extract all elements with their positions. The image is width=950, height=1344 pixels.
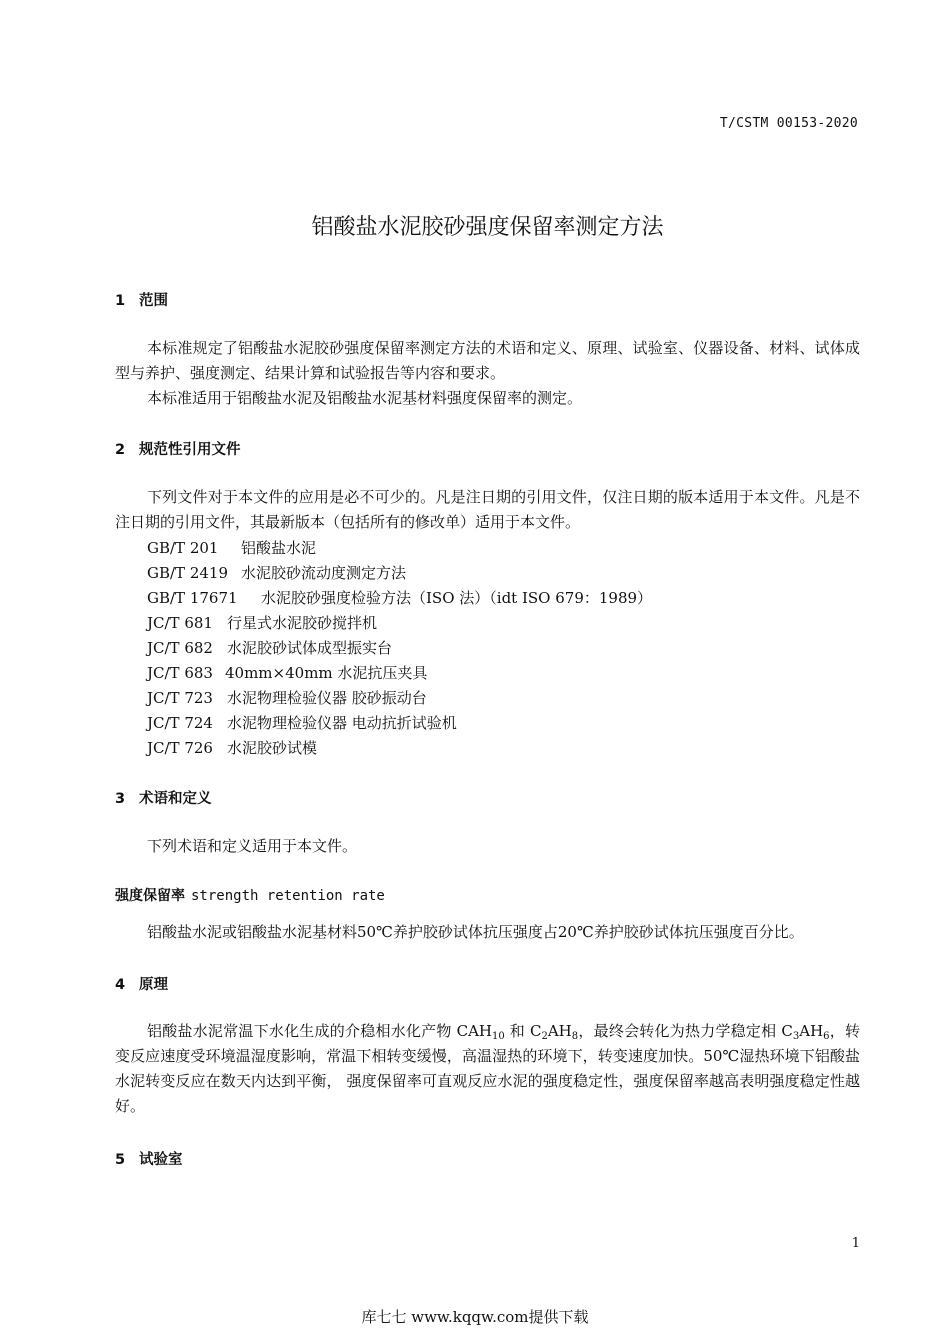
reference-code: GB/T 17671 [147, 589, 238, 607]
section-3-paragraph-1: 下列术语和定义适用于本文件。 [147, 837, 358, 855]
section-number: 1 [115, 293, 126, 309]
reference-code: JC/T 682 [147, 639, 213, 657]
section-4-heading [115, 973, 168, 994]
section-5-heading [115, 1148, 183, 1169]
reference-item [147, 661, 652, 686]
text-run: 和 C [504, 1022, 542, 1040]
reference-code: JC/T 681 [147, 614, 213, 632]
section-3-heading [115, 787, 212, 808]
reference-item [147, 711, 652, 736]
section-2-heading [115, 438, 241, 459]
section-number: 2 [115, 442, 126, 458]
reference-title: 水泥胶砂试模 [227, 739, 318, 757]
term-chinese: 强度保留率 [115, 888, 185, 904]
subscript: 10 [492, 1031, 505, 1042]
subscript: 8 [571, 1031, 579, 1042]
reference-title: 铝酸盐水泥 [241, 539, 317, 557]
reference-code: JC/T 724 [147, 714, 213, 732]
text-run: ，转变反应速度受环境温湿度影响，常温下相转变缓慢，高温湿热的环境下，转变速度加快。50℃湿热环境下铝酸盐水泥转变反应在数天内达到平衡， 强度保留率可直观反应水泥的强度稳定性，强度保留率越高表明强度稳定性越好。 [115, 1022, 860, 1115]
term-english: strength retention rate [191, 888, 385, 904]
reference-title: 水泥物理检验仪器 电动抗折试验机 [227, 714, 457, 732]
text-run: AH [547, 1022, 572, 1040]
subscript: 3 [792, 1031, 800, 1042]
section-number: 3 [115, 791, 126, 807]
section-title: 规范性引用文件 [139, 442, 241, 458]
reference-title: 水泥胶砂流动度测定方法 [241, 564, 407, 582]
section-title: 术语和定义 [139, 791, 212, 807]
reference-item [147, 586, 652, 611]
reference-code: JC/T 683 [147, 664, 213, 682]
reference-item [147, 636, 652, 661]
standard-code: T/CSTM 00153-2020 [719, 116, 858, 131]
section-title: 原理 [139, 977, 168, 993]
section-number: 4 [115, 977, 126, 993]
document-title: 铝酸盐水泥胶砂强度保留率测定方法 [311, 215, 664, 240]
reference-item [147, 536, 652, 561]
subscript: 6 [823, 1031, 830, 1042]
reference-title: 行星式水泥胶砂搅拌机 [227, 614, 378, 632]
normative-references-list [147, 536, 652, 761]
section-1-paragraph-2: 本标准适用于铝酸盐水泥及铝酸盐水泥基材料强度保留率的测定。 [147, 389, 583, 407]
reference-item [147, 561, 652, 586]
page-number: 1 [851, 1236, 860, 1251]
section-1-paragraph-1: 本标准规定了铝酸盐水泥胶砂强度保留率测定方法的术语和定义、原理、试验室、仪器设备、材料、试体成型与养护、强度测定、结果计算和试验报告等内容和要求。 [115, 339, 860, 382]
reference-title: 水泥物理检验仪器 胶砂振动台 [227, 689, 427, 707]
section-2-paragraph-1: 下列文件对于本文件的应用是必不可少的。凡是注日期的引用文件，仅注日期的版本适用于本文件。凡是不注日期的引用文件，其最新版本（包括所有的修改单）适用于本文件。 [115, 488, 860, 531]
section-1-heading [115, 289, 168, 310]
reference-code: GB/T 2419 [147, 564, 229, 582]
reference-item [147, 611, 652, 636]
text-run: 铝酸盐水泥常温下水化生成的介稳相水化产物 CAH [147, 1022, 493, 1040]
section-title: 试验室 [139, 1152, 183, 1168]
section-title: 范围 [139, 293, 168, 309]
reference-code: GB/T 201 [147, 539, 219, 557]
section-4-paragraph-1 [115, 1019, 860, 1119]
reference-title: 水泥胶砂试体成型振实台 [227, 639, 393, 657]
download-footer: 库七七 www.kqqw.com提供下载 [361, 1308, 589, 1326]
reference-code: JC/T 726 [147, 739, 213, 757]
text-run: AH [799, 1022, 824, 1040]
reference-title: 40mm×40mm 水泥抗压夹具 [225, 664, 428, 682]
section-number: 5 [115, 1152, 126, 1168]
reference-item [147, 736, 652, 761]
reference-code: JC/T 723 [147, 689, 213, 707]
term-definition: 铝酸盐水泥或铝酸盐水泥基材料50℃养护胶砂试体抗压强度占20℃养护胶砂试体抗压强度百分比。 [147, 923, 804, 941]
reference-item [147, 686, 652, 711]
term-entry [115, 885, 385, 905]
text-run: ，最终会转化为热力学稳定相 C [578, 1022, 793, 1040]
reference-title: 水泥胶砂强度检验方法（ISO 法）（idt ISO 679：1989） [261, 589, 653, 607]
subscript: 2 [541, 1031, 548, 1042]
